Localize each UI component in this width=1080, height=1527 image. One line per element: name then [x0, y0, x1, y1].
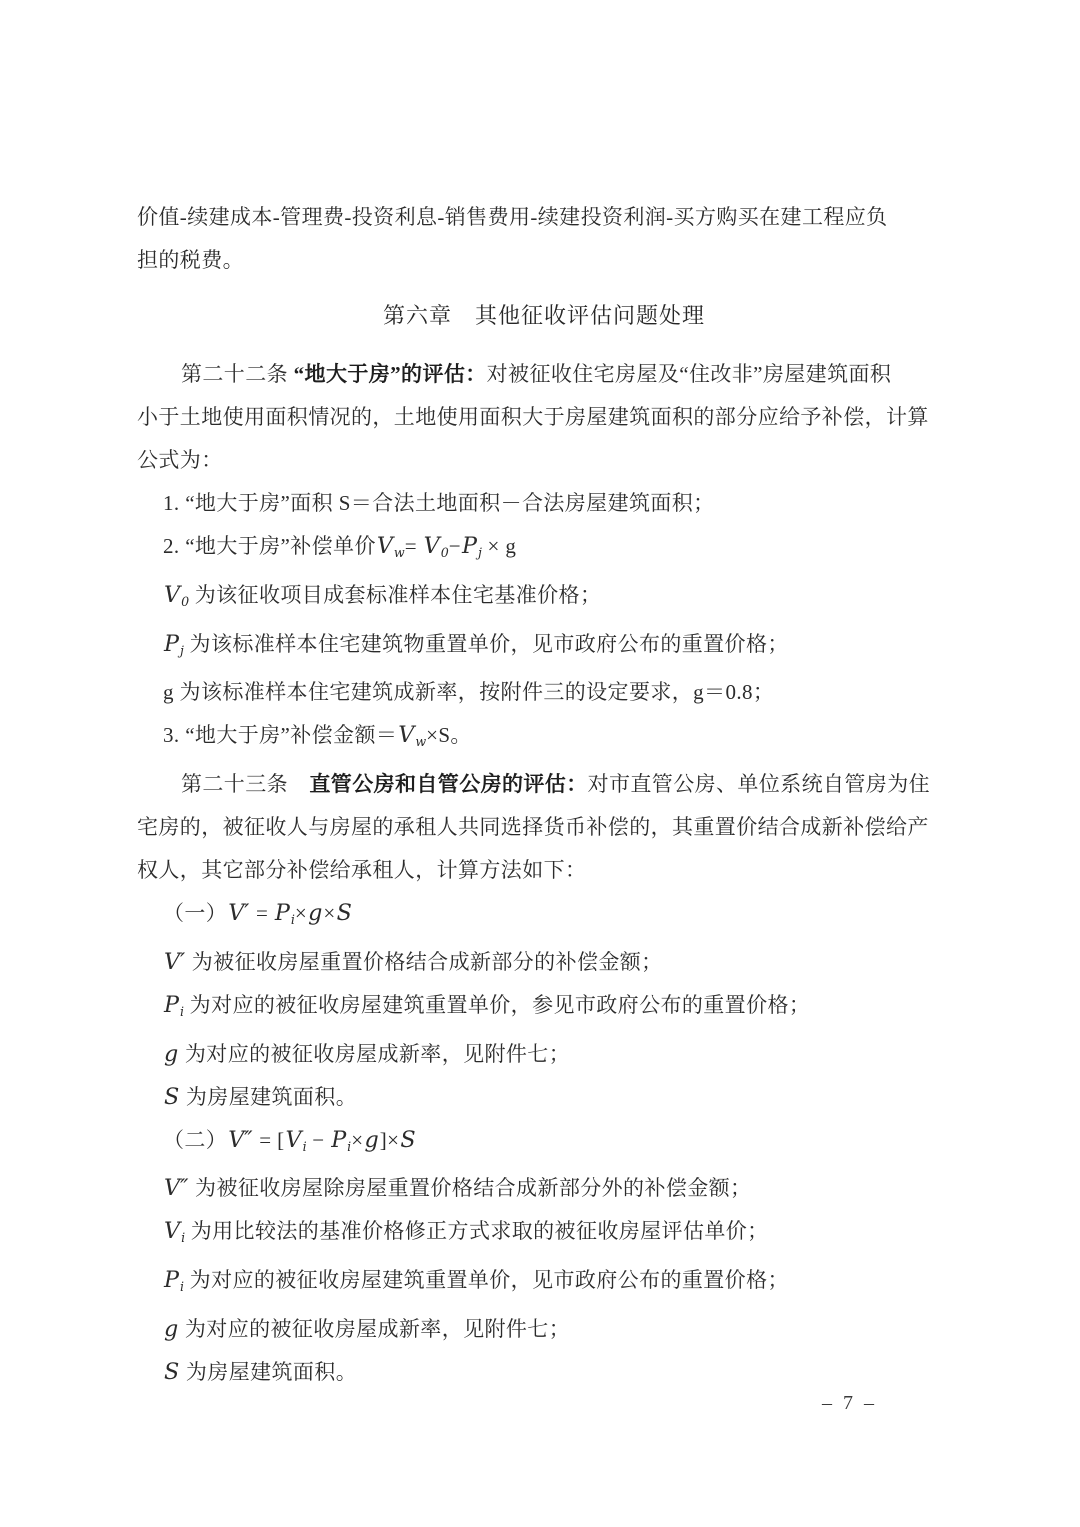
- article23-def-vdprime: [137, 1167, 951, 1210]
- math-variable: P: [164, 991, 179, 1018]
- intro-line-2: 担的税费。: [137, 248, 244, 272]
- math-subscript: i: [290, 911, 295, 927]
- math-variable: g: [164, 1315, 179, 1342]
- math-subscript: i: [179, 1003, 185, 1019]
- bold-text-run: 直管公房和自管公房的评估：: [309, 772, 588, 797]
- text-run: 第二十二条: [181, 362, 294, 386]
- text-run: ]×: [379, 1127, 400, 1152]
- text-run: 2. “地大于房”补偿单价: [163, 534, 376, 558]
- math-variable: P: [331, 1126, 347, 1153]
- math-variable: S: [164, 1083, 180, 1110]
- text-run: 为被征收房屋除房屋重置价格结合成新部分外的补偿金额；: [189, 1176, 752, 1201]
- text-run: 为对应的被征收房屋建筑重置单价，参见市政府公布的重置价格；: [184, 992, 811, 1017]
- math-variable: V: [164, 1218, 181, 1245]
- math-variable: S: [336, 900, 352, 927]
- math-variable: V″: [164, 1175, 189, 1202]
- article23-def-vi: [137, 1210, 951, 1259]
- text-run: 为对应的被征收房屋建筑重置单价，见市政府公布的重置价格；: [184, 1268, 789, 1293]
- text-run: 为对应的被征收房屋成新率，见附件七；: [179, 1316, 571, 1341]
- article22-item-1: 1. “地大于房”面积 S＝合法土地面积－合法房屋建筑面积；: [163, 491, 715, 515]
- bold-text-run: “地大于房”的评估：: [293, 362, 487, 386]
- text-run: × g: [481, 534, 517, 558]
- math-variable: V′: [164, 948, 186, 975]
- article23-body-line-2: 宅房的，被征收人与房屋的承租人共同选择货币补偿的，其重置价结合成新补偿给产: [137, 815, 929, 840]
- text-run: ×: [294, 901, 308, 926]
- text-run: −: [306, 1127, 331, 1152]
- article23-body-line-3: 权人，其它部分补偿给承租人，计算方法如下：: [137, 858, 587, 883]
- text-run: =: [404, 534, 423, 558]
- text-run: ×: [323, 901, 336, 926]
- math-variable: P: [274, 900, 290, 927]
- article22-heading-line: [137, 353, 951, 396]
- text-run: 为房屋建筑面积。: [180, 1084, 358, 1109]
- text-run: 对被征收住宅房屋及“住改非”房屋建筑面积: [486, 362, 892, 386]
- article23-def-vprime: [137, 941, 951, 984]
- article23-def-s-2: [137, 1351, 951, 1394]
- text-run: （二）: [163, 1127, 228, 1152]
- math-subscript: i: [179, 1278, 185, 1294]
- math-subscript: 0: [440, 544, 449, 560]
- text-run: 为该征收项目成套标准样本住宅基准价格；: [189, 582, 602, 607]
- text-run: 3. “地大于房”补偿金额＝: [163, 723, 398, 748]
- text-run: 为房屋建筑面积。: [180, 1359, 358, 1384]
- text-run: 对市直管公房、单位系统自管房为住: [587, 772, 931, 797]
- article23-def-g-2: [137, 1308, 951, 1351]
- text-run: = [: [253, 1127, 285, 1152]
- math-variable: P: [164, 630, 179, 657]
- math-subscript: i: [181, 1230, 186, 1246]
- text-run: （一）: [163, 901, 228, 926]
- text-run: 为对应的被征收房屋成新率，见附件七；: [179, 1041, 571, 1066]
- article22-body-line-2: 小于土地使用面积情况的，土地使用面积大于房屋建筑面积的部分应给予补偿，计算: [137, 405, 929, 429]
- text-run: ×S。: [426, 723, 472, 748]
- text-run: 为用比较法的基准价格修正方式求取的被征收房屋评估单价；: [185, 1219, 769, 1244]
- article22-item-3-formula: [137, 714, 951, 763]
- math-variable: S: [400, 1126, 416, 1153]
- math-variable: V: [285, 1126, 302, 1153]
- chapter-heading: 第六章 其他征收评估问题处理: [382, 303, 705, 328]
- math-variable: g: [364, 1126, 379, 1153]
- math-variable: V: [423, 533, 440, 559]
- math-subscript: w: [415, 734, 427, 750]
- math-subscript: j: [477, 544, 482, 560]
- math-variable: V″: [228, 1126, 253, 1153]
- article23-def-pi-2: [137, 1259, 951, 1308]
- text-run: −: [448, 534, 461, 558]
- text-run: =: [250, 901, 274, 926]
- math-subscript: j: [179, 642, 184, 658]
- math-variable: S: [164, 1358, 180, 1385]
- page-number: – 7 –: [822, 1392, 877, 1414]
- article22-def-g: g 为该标准样本住宅建筑成新率，按附件三的设定要求，g＝0.8；: [163, 680, 775, 705]
- math-variable: P: [461, 533, 477, 559]
- text-run: ×: [351, 1127, 364, 1152]
- article23-def-g-1: [137, 1033, 951, 1076]
- math-variable: g: [308, 900, 323, 927]
- math-variable: g: [164, 1040, 179, 1067]
- article23-heading-line: [137, 763, 951, 806]
- math-subscript: i: [347, 1138, 352, 1154]
- math-variable: V′: [228, 900, 250, 927]
- math-variable: V: [164, 581, 181, 608]
- math-subscript: 0: [181, 593, 190, 609]
- text-run: 第二十三条: [181, 772, 310, 797]
- math-variable: V: [398, 722, 415, 749]
- math-subscript: i: [302, 1138, 307, 1154]
- article22-item-2-formula: [137, 525, 951, 574]
- article22-def-pj: [137, 623, 951, 672]
- text-run: 为被征收房屋重置价格结合成新部分的补偿金额；: [186, 949, 663, 974]
- article22-body-line-3: 公式为：: [137, 448, 223, 472]
- article23-def-pi-1: [137, 984, 951, 1033]
- intro-line-1: 价值-续建成本-管理费-投资利息-销售费用-续建投资利润-买方购买在建工程应负: [137, 205, 888, 229]
- page-body-text: [137, 196, 951, 1394]
- math-variable: P: [164, 1267, 179, 1294]
- article23-formula-1: [137, 892, 951, 941]
- article23-formula-2: [137, 1119, 951, 1168]
- math-variable: V: [376, 533, 393, 559]
- article22-def-v0: [137, 574, 951, 623]
- text-run: 为该标准样本住宅建筑物重置单价，见市政府公布的重置价格；: [183, 631, 789, 656]
- article23-def-s-1: [137, 1076, 951, 1119]
- math-subscript: w: [393, 544, 405, 560]
